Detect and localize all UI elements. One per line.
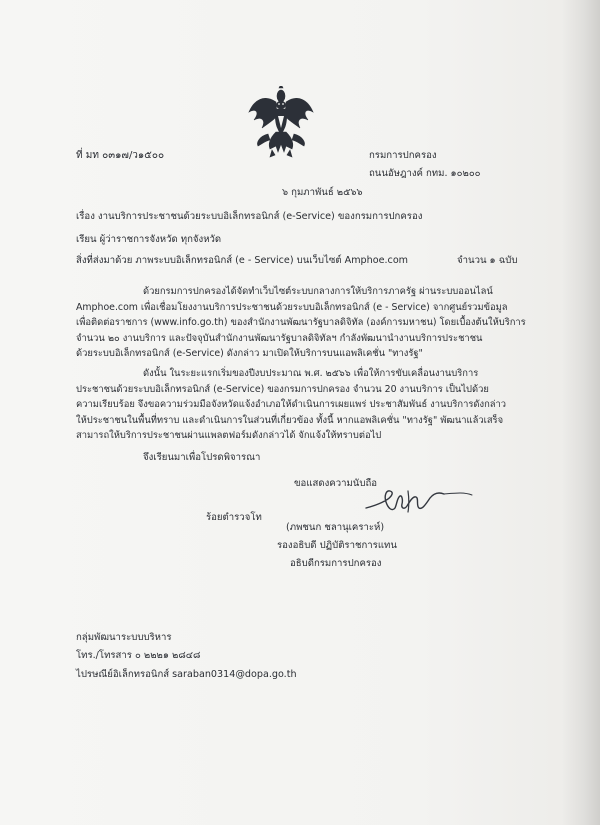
handwritten-signature: [364, 486, 474, 516]
page-edge-shadow: [562, 0, 600, 825]
paragraph-line: ด้วยกรมการปกครองได้จัดทำเว็บไซต์ระบบกลางการให้บริการภาครัฐ ผ่านระบบออนไลน์: [143, 286, 493, 297]
paragraph-line: สามารถให้บริการประชาชนผ่านแพลตฟอร์มดังกล่าวได้ จักแจ้งให้ทราบต่อไป: [76, 430, 382, 442]
garuda-emblem-icon: [246, 86, 316, 158]
enclosure: สิ่งที่ส่งมาด้วย ภาพระบบอิเล็กทรอนิกส์ (e - Service) บนเว็บไซต์ Amphoe.com: [76, 255, 409, 266]
paragraph-line: Amphoe.com เพื่อเชื่อมโยงงานบริการประชาชนด้วยระบบอิเล็กทรอนิกส์ (e - Service) จากศูนย์รวมข้อมูล: [76, 301, 508, 313]
body-paragraph-2: [76, 366, 506, 444]
paragraph-line: ดังนั้น ในระยะแรกเริ่มของปีงบประมาณ พ.ศ. ๒๕๖๖ เพื่อให้การขับเคลื่อนงานบริการ: [143, 368, 479, 379]
enclosure-quantity: จำนวน ๑ ฉบับ: [457, 255, 518, 266]
paragraph-line: เพื่อติดต่อราชการ (www.info.go.th) ของสำนักงานพัฒนารัฐบาลดิจิทัล (องค์การมหาชน) โดยเบื้องต้นให้บริการ: [76, 317, 526, 329]
paragraph-line: ด้วยระบบอิเล็กทรอนิกส์ (e-Service) ดังกล่าว มาเปิดให้บริการบนแอพลิเคชั่น "ทางรัฐ": [76, 348, 423, 360]
paragraph-line: ความเรียบร้อย จึงขอความร่วมมือจังหวัดแจ้งอำเภอให้ดำเนินการเผยแพร่ ประชาสัมพันธ์ งานบริการดังกล่าว: [76, 399, 507, 411]
letter-subject: เรื่อง งานบริการประชาชนด้วยระบบอิเล็กทรอนิกส์ (e-Service) ของกรมการปกครอง: [76, 211, 423, 222]
signer-rank: ร้อยตำรวจโท: [206, 512, 262, 523]
body-paragraph-1: [76, 284, 526, 362]
reference-number: ที่ มท ๐๓๑๗/ว๑๕๐๐: [76, 150, 165, 161]
signer-title: รองอธิบดี ปฏิบัติราชการแทน: [277, 540, 397, 551]
letter-salutation: เรียน ผู้ว่าราชการจังหวัด ทุกจังหวัด: [76, 234, 222, 245]
footer-email: ไปรษณีย์อิเล็กทรอนิกส์ saraban0314@dopa.go.th: [76, 669, 297, 680]
footer-phone: โทร./โทรสาร ๐ ๒๒๒๑ ๒๘๔๘: [76, 650, 201, 661]
paragraph-line: จำนวน ๒๐ งานบริการ และปัจจุบันสำนักงานพัฒนารัฐบาลดิจิทัลฯ กำลังพัฒนานำงานบริการประชาชน: [76, 332, 483, 344]
sender-address: ถนนอัษฎางค์ กทม. ๑๐๒๐๐: [369, 168, 481, 179]
paragraph-line: ให้ประชาชนในพื้นที่ทราบ และดำเนินการในส่วนที่เกี่ยวข้อง ทั้งนี้ หากแอพลิเคชั่น "ทางรัฐ" พัฒนาแล้วเสร็จ: [76, 414, 504, 426]
closing-phrase: ขอแสดงความนับถือ: [294, 478, 378, 489]
footer-division: กลุ่มพัฒนาระบบบริหาร: [76, 632, 172, 643]
paragraph-line: ประชาชนด้วยระบบอิเล็กทรอนิกส์ (e-Service) ของกรมการปกครอง จำนวน 20 งานบริการ เป็นไปด้วย: [76, 383, 489, 395]
signer-name: (ภพชนก ชลานุเคราะห์): [286, 522, 385, 533]
sender-organization: กรมการปกครอง: [369, 150, 437, 161]
closing-request: จึงเรียนมาเพื่อโปรดพิจารณา: [143, 452, 261, 463]
signer-office: อธิบดีกรมการปกครอง: [290, 558, 382, 569]
letter-date: ๖ กุมภาพันธ์ ๒๕๖๖: [282, 187, 363, 198]
